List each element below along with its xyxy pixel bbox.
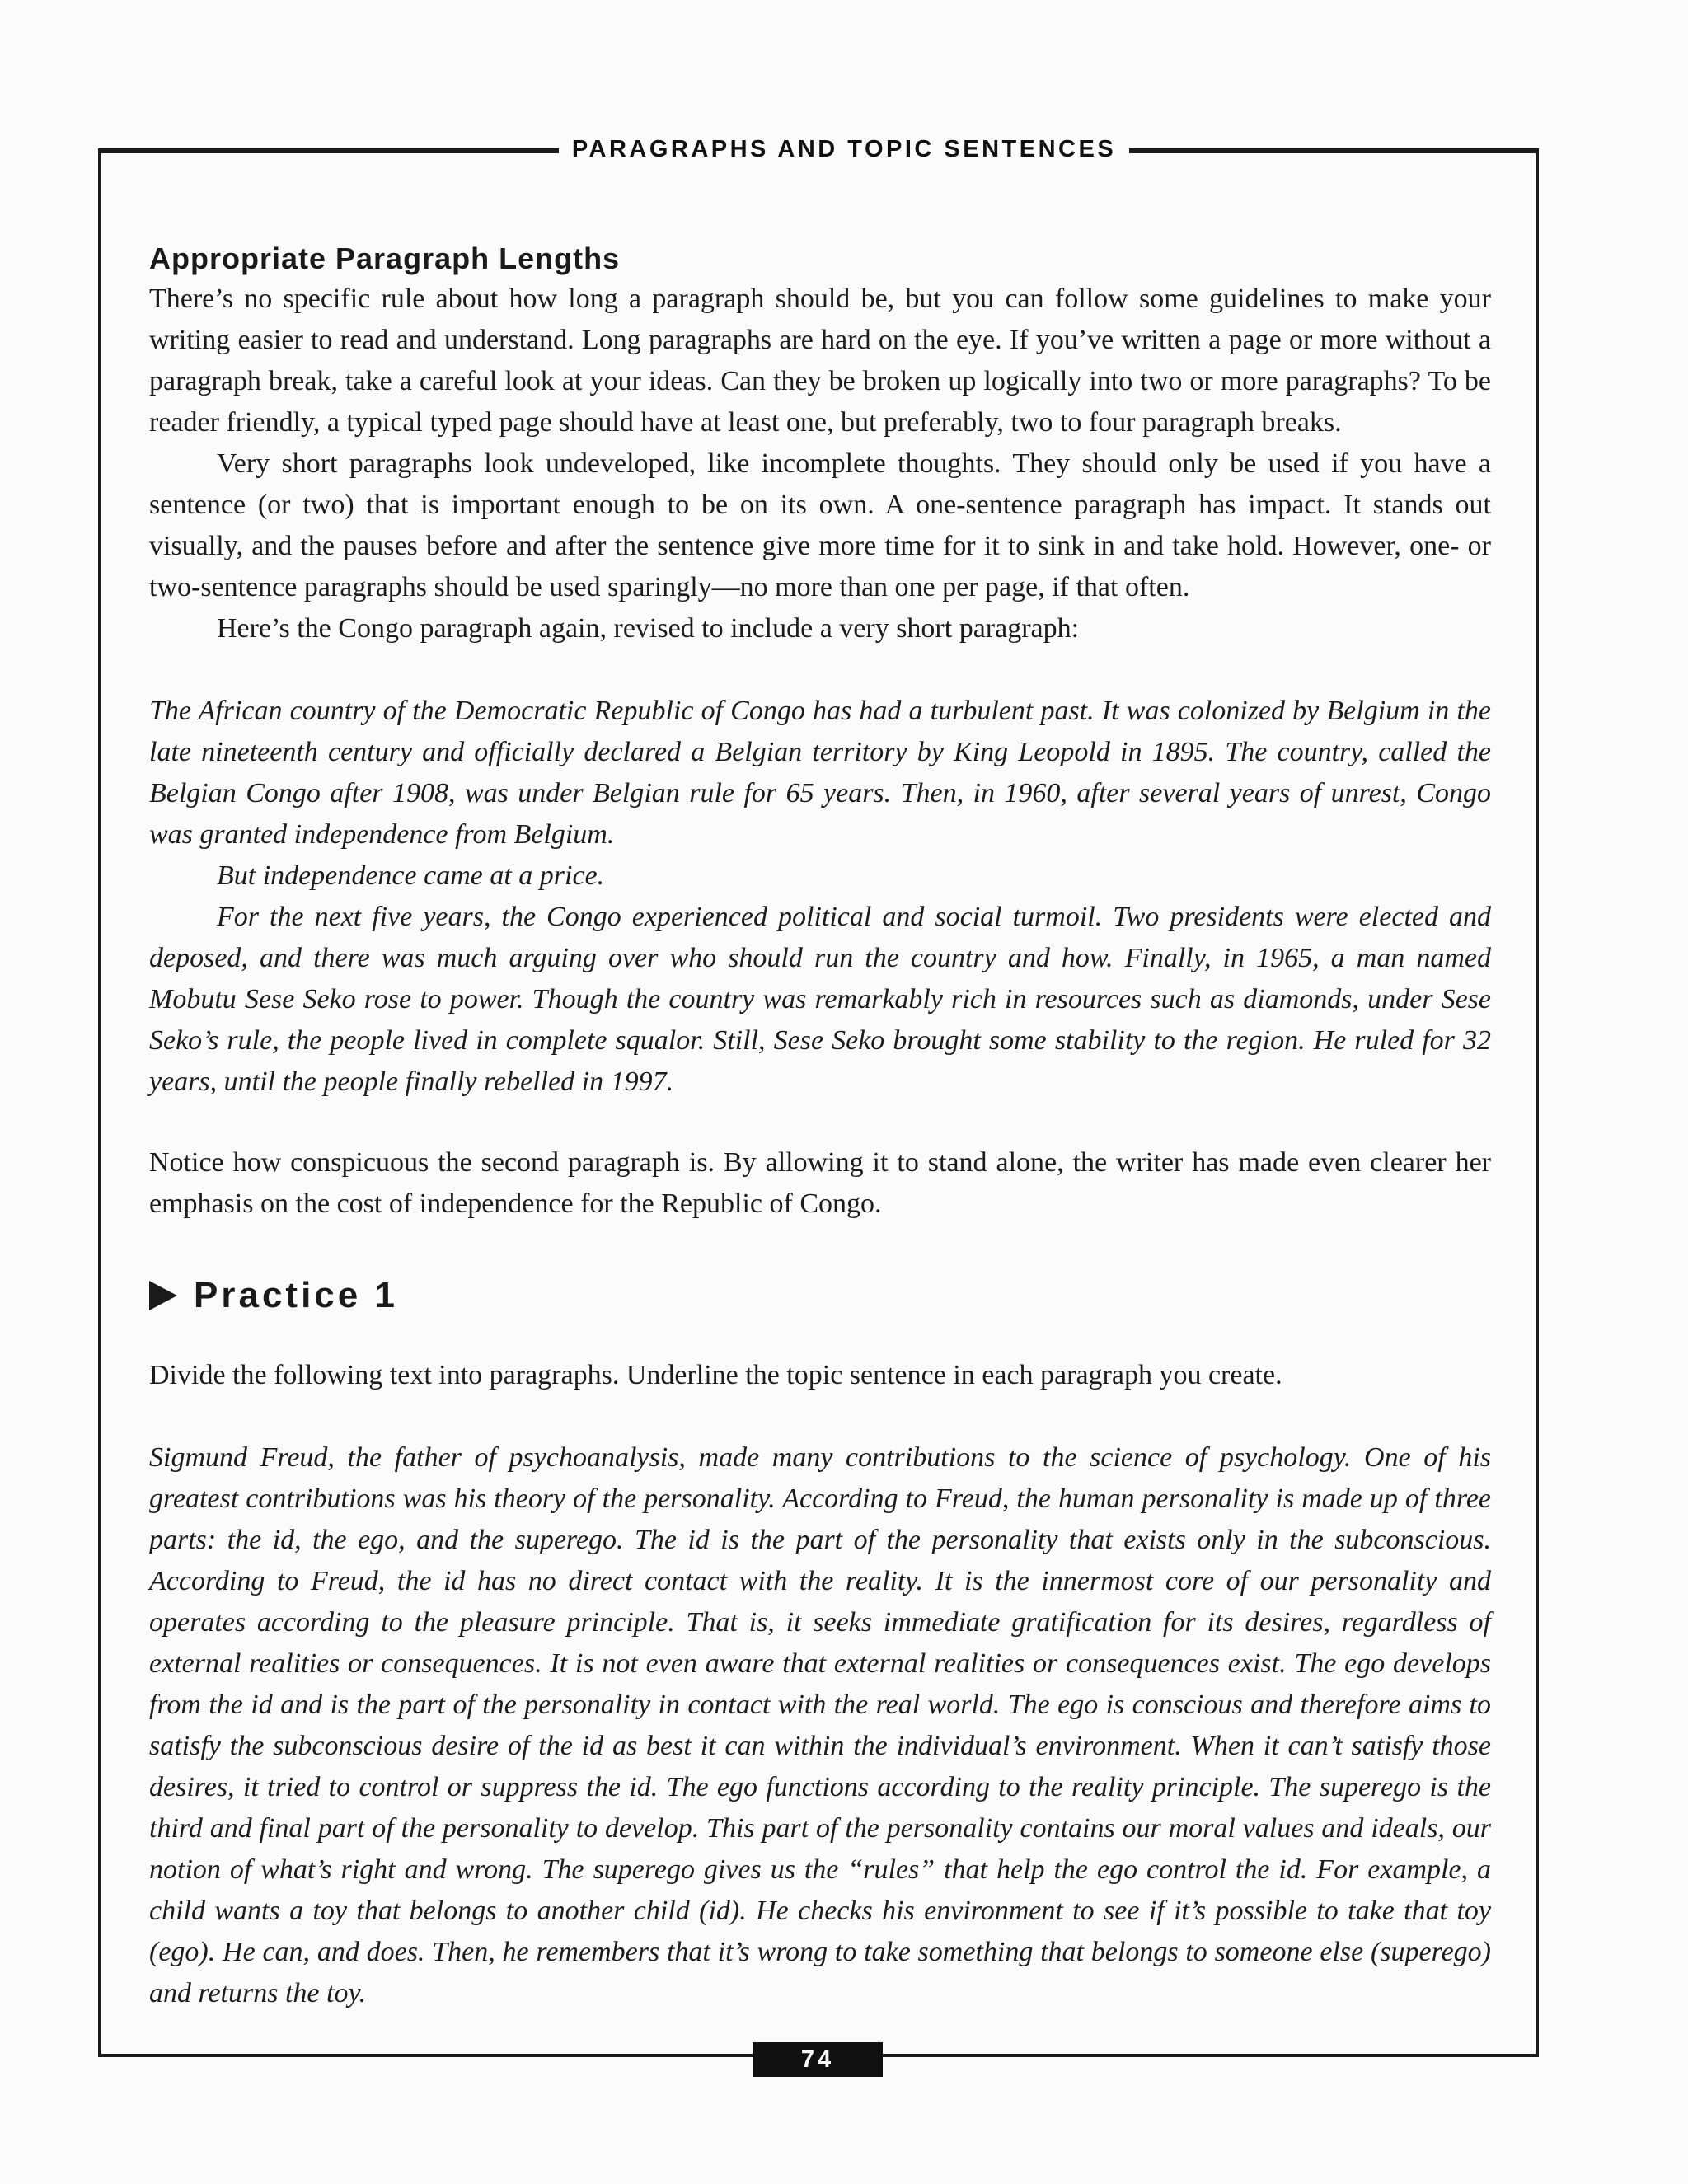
triangle-arrow-icon: [149, 1281, 177, 1310]
practice-instruction: Divide the following text into paragraphs. Underline the topic sentence in each paragraph you create.: [149, 1360, 1282, 1390]
section-heading: Appropriate Paragraph Lengths: [149, 241, 621, 275]
example-paragraph: But independence came at a price.: [217, 860, 605, 891]
body-paragraph: Very short paragraphs look undeveloped, like incomplete thoughts. They should only be used if you have a sentence (or two) that is important enough to be on its own. A one-sentence paragraph has impact. It stands out visually, and the pauses before and after the sentence give more time for it to sink in and take hold. However, one- or two-sentence paragraphs should be used sparingly—no more than one per page, if that often.: [149, 448, 1491, 602]
body-paragraph: Here’s the Congo paragraph again, revised to include a very short paragraph:: [217, 613, 1080, 644]
notice-paragraph: Notice how conspicuous the second paragraph is. By allowing it to stand alone, the writer has made even clearer her emphasis on the cost of independence for the Republic of Congo.: [149, 1147, 1491, 1219]
practice-heading: [149, 1271, 1491, 1320]
example-paragraph: For the next five years, the Congo experienced political and social turmoil. Two presidents were elected and deposed, and there was much arguing over who should run the country and how. Finally, in 1965, a man named Mobutu Sese Seko rose to power. Though the country was remarkably rich in resources such as diamonds, under Sese Seko’s rule, the people lived in complete squalor. Still, Sese Seko brought some stability to the region. He ruled for 32 years, until the people finally rebelled in 1997.: [149, 902, 1491, 1097]
practice-text: Sigmund Freud, the father of psychoanalysis, made many contributions to the science of psychology. One of his greatest contributions was his theory of the personality. According to Freud, the human personality is made up of three parts: the id, the ego, and the superego. The id is the part of the personality that exists only in the subconscious. According to Freud, the id has no direct contact with the reality. It is the innermost core of our personality and operates according to the pleasure principle. That is, it seeks immediate gratification for its desires, regardless of external realities or consequences. It is not even aware that external realities or consequences exist. The ego develops from the id and is the part of the personality in contact with the real world. The ego is conscious and therefore aims to satisfy the subconscious desire of the id as best it can within the individual’s environment. When it can’t satisfy those desires, it tried to control or suppress the id. The ego functions according to the reality principle. The superego is the third and final part of the personality to develop. This part of the personality contains our moral values and ideals, our notion of what’s right and wrong. The superego gives us the “rules” that help the ego control the id. For example, a child wants a toy that belongs to another child (id). He checks his environment to see if it’s possible to take that toy (ego). He can, and does. Then, he remembers that it’s wrong to take something that belongs to someone else (superego) and returns the toy.: [149, 1442, 1491, 2008]
body-paragraph: There’s no specific rule about how long a paragraph should be, but you can follow some guidelines to make your writing easier to read and understand. Long paragraphs are hard on the eye. If you’ve written a page or more without a paragraph break, take a careful look at your ideas. Can they be broken up logically into two or more paragraphs? To be reader friendly, a typical typed page should have at least one, but preferably, two to four paragraph breaks.: [149, 284, 1491, 438]
example-paragraph: The African country of the Democratic Republic of Congo has had a turbulent past. It was colonized by Belgium in the late nineteenth century and officially declared a Belgian territory by King Leopold in 1895. The country, called the Belgian Congo after 1908, was under Belgian rule for 65 years. Then, in 1960, after several years of unrest, Congo was granted independence from Belgium.: [149, 696, 1491, 850]
page-content: [149, 239, 1491, 2014]
example-passage: [149, 691, 1491, 1103]
practice-title: Practice 1: [194, 1275, 398, 1315]
running-header-title: PARAGRAPHS AND TOPIC SENTENCES: [559, 134, 1129, 164]
page-number: 74: [753, 2042, 883, 2077]
